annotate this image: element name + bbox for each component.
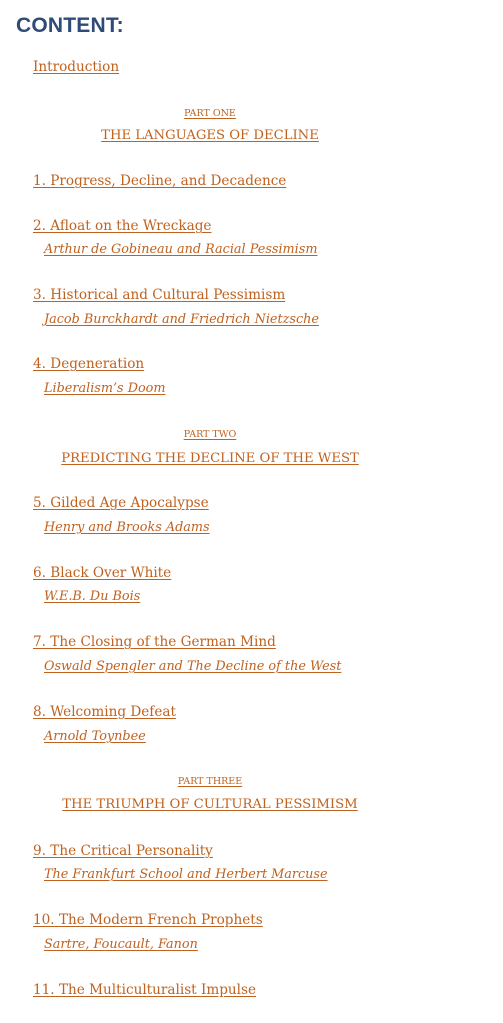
toc-link-chapter-4-subtitle[interactable]: Liberalism’s Doom	[44, 381, 166, 396]
contents-heading: CONTENT:	[16, 14, 124, 37]
toc-link-chapter-3[interactable]: 3. Historical and Cultural Pessimism	[33, 287, 286, 303]
part-one-title[interactable]: THE LANGUAGES OF DECLINE	[101, 128, 319, 143]
part-two-title[interactable]: PREDICTING THE DECLINE OF THE WEST	[61, 451, 359, 466]
toc-link-chapter-3-subtitle[interactable]: Jacob Burckhardt and Friedrich Nietzsche	[44, 312, 319, 327]
toc-link-chapter-6[interactable]: 6. Black Over White	[33, 565, 172, 581]
toc-link-chapter-9-subtitle[interactable]: The Frankfurt School and Herbert Marcuse	[44, 867, 328, 882]
toc-link-chapter-7-subtitle[interactable]: Oswald Spengler and The Decline of the West	[44, 659, 342, 674]
toc-link-introduction[interactable]: Introduction	[33, 59, 120, 75]
part-three-label[interactable]: PART THREE	[177, 776, 243, 787]
part-one-label[interactable]: PART ONE	[184, 108, 236, 119]
toc-link-chapter-9[interactable]: 9. The Critical Personality	[33, 843, 213, 859]
toc-link-chapter-6-subtitle[interactable]: W.E.B. Du Bois	[44, 589, 141, 604]
toc-link-chapter-10[interactable]: 10. The Modern French Prophets	[33, 912, 263, 928]
toc-link-chapter-10-subtitle[interactable]: Sartre, Foucault, Fanon	[44, 937, 198, 952]
toc-link-chapter-8[interactable]: 8. Welcoming Defeat	[33, 704, 176, 720]
part-two-label[interactable]: PART TWO	[183, 429, 237, 440]
part-three-title[interactable]: THE TRIUMPH OF CULTURAL PESSIMISM	[62, 797, 358, 812]
toc-link-chapter-2-subtitle[interactable]: Arthur de Gobineau and Racial Pessimism	[44, 242, 318, 257]
toc-link-chapter-2[interactable]: 2. Afloat on the Wreckage	[33, 218, 212, 234]
toc-link-chapter-4[interactable]: 4. Degeneration	[33, 356, 145, 372]
toc-link-chapter-5-subtitle[interactable]: Henry and Brooks Adams	[44, 520, 210, 535]
toc-link-chapter-8-subtitle[interactable]: Arnold Toynbee	[44, 729, 146, 744]
toc-link-chapter-11[interactable]: 11. The Multiculturalist Impulse	[33, 982, 257, 998]
toc-link-chapter-7[interactable]: 7. The Closing of the German Mind	[33, 634, 276, 650]
toc-link-chapter-5[interactable]: 5. Gilded Age Apocalypse	[33, 495, 209, 511]
toc-link-chapter-1[interactable]: 1. Progress, Decline, and Decadence	[33, 173, 287, 189]
